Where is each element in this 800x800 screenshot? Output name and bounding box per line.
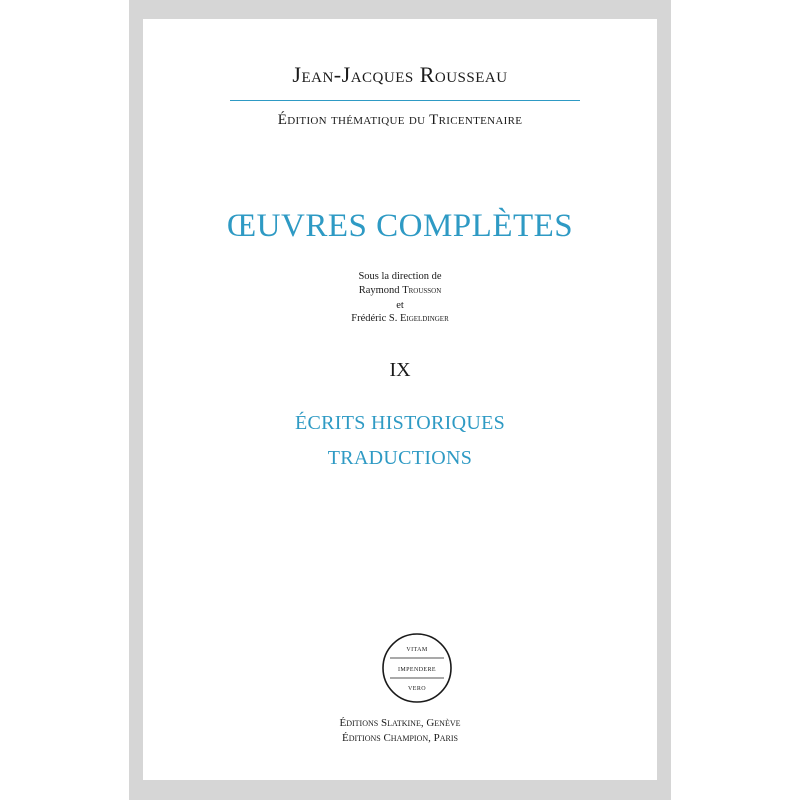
seal-emblem [381,632,453,704]
editor-1-last: Trousson [402,285,442,296]
publisher-paris: Éditions Champion, Paris [342,732,458,744]
subtitle-historical: ÉCRITS HISTORIQUES [294,412,506,434]
book-cover [143,19,657,780]
volume-number: IX [389,359,411,381]
seal-motto-1: vitam [406,643,428,653]
seal-motto-3: vero [408,682,426,692]
editor-1 [143,286,657,297]
subtitle-translations: TRADUCTIONS [327,447,473,469]
editor-2 [143,314,657,325]
publisher-geneve: Éditions Slatkine, Genève [339,717,461,729]
direction-label: Sous la direction de [358,271,442,282]
editor-2-first: Frédéric S. [351,313,400,324]
editor-2-last: Eigeldinger [399,313,449,324]
book-title: ŒUVRES COMPLÈTES [226,208,574,244]
editor-1-first: Raymond [358,285,403,296]
title-rule [230,100,580,101]
seal-motto-2: impendere [398,663,436,673]
edition-line: Édition thématique du Tricentenaire [277,112,523,128]
editor-conjunction: et [396,300,404,311]
author-name: Jean-Jacques Rousseau [292,62,508,87]
